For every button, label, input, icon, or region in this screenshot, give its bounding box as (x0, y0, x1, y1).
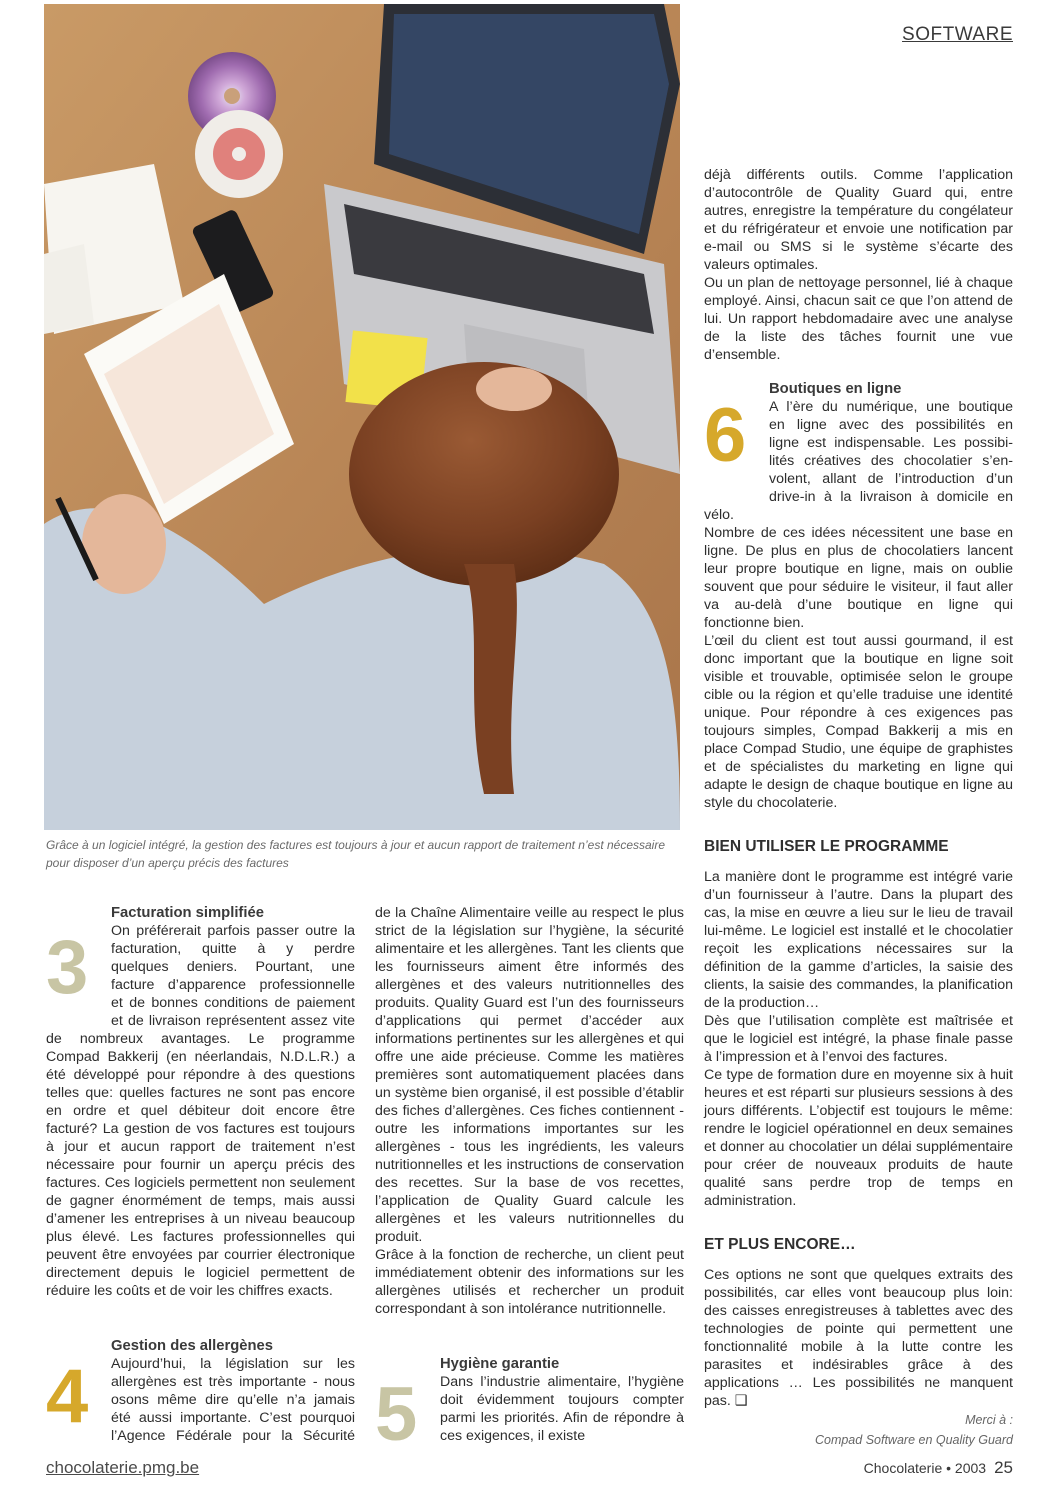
right-column-top (704, 166, 1013, 364)
section-body: de nombreux avantages. Le programme Compad Bakkerij (en néerlandais, N.D.L.R.) a été développé pour répondre à des questions telles que: quelles factures ne sont pas encore en ordre et quel débiteur doit encore être facturé? La gestion de vos factures est toujours à jour et aucun rapport de traitement n’est nécessaire pour fournir un aperçu précis des factures. Ces logiciels permettent non seulement de gagner énormément de temps, mais aussi d’amener les entreprises à un niveau beaucoup plus élevé. Les factures professionnelles qui peuvent être envoyées par courrier électronique directement depuis le logiciel permettent de réduire les coûts et de voir les chiffres exacts. (46, 1031, 355, 1299)
footer-page-info (864, 1458, 1013, 1478)
article-photo (44, 4, 680, 830)
section-4 (46, 1337, 355, 1445)
paragraph: vélo. (704, 507, 734, 523)
section-5 (375, 1355, 684, 1457)
section-tag: SOFTWARE (902, 24, 1013, 45)
end-mark-icon: ❑ (734, 1393, 748, 1409)
section-title: Gestion des allergènes (111, 1338, 274, 1354)
section-6 (704, 380, 1013, 812)
credit: Merci à : Compad Software en Quality Guard (814, 1413, 1013, 1447)
middle-column (375, 904, 684, 1318)
paragraph: Grâce à la fonction de recherche, un client peut immédiatement obtenir des informations sur les allergènes utilisés et rechercher un produit correspondant à son intolérance nutritionnelle. (375, 1247, 684, 1317)
paragraph: Nombre de ces idées nécessitent une base en ligne. De plus en plus de chocolatiers lancent leur propre boutique en ligne, mais on oublie souvent que pour séduire le visiteur, il faut aller va au-delà d’une boutique en ligne qui fonctionne bien. (704, 525, 1013, 631)
section-number: 4 (46, 1354, 89, 1439)
section-number: 6 (704, 393, 747, 478)
section-title: Boutiques en ligne (769, 381, 902, 397)
section-number: 3 (46, 925, 89, 1010)
section-title: Facturation simplifiée (111, 905, 264, 921)
section-3 (46, 904, 355, 1300)
paragraph: L’œil du client est tout aussi gourmand, il est donc important que la boutique en ligne soit visible et trouvable, optimisée selon le groupe cible ou la région et qu’elle traduise une identité unique. Pour répondre à ces exigences pas toujours simples, Compad Bakkerij a mis en place Compad Studio, une équipe de graphistes et de spécialistes du marketing en ligne qui adapte le design de chaque boutique en ligne au style du chocolaterie. (704, 633, 1013, 811)
paragraph: déjà différents outils. Comme l’application d’autocontrôle de Quality Guard qui, entre autres, enregistre la température du congélateur et du réfrigérateur et envoie une notification par e-mail ou SMS si le système s’écarte des valeurs optimales. (704, 167, 1013, 273)
section-bien-utiliser (704, 838, 1013, 1210)
section-title: Hygiène garantie (440, 1356, 560, 1372)
paragraph: Dès que l’utilisation complète est maîtrisée et que le logiciel est intégré, la phase finale passe à l’impression et à l’envoi des factures. (704, 1013, 1013, 1065)
paragraph: de la Chaîne Alimentaire veille au respect le plus strict de la législation sur l’hygiène, la sécurité alimentaire et les allergènes. Tant les clients que les fournisseurs aiment être informés des allergènes et des valeurs nutritionnelles des produits. Quality Guard est l’un des fournisseurs d’applications qui permet d’accéder aux informations pertinentes sur les allergènes et qui offre une aide précieuse. Comme les matières premières sont automatiquement placées dans un système bien organisé, il est possible d’établir des fiches d’allergènes. Ces fiches contiennent - outre les informations importantes sur les allergènes - tous les ingrédients, les valeurs nutritionnelles et les instructions de conservation des recettes. Sur la base de vos recettes, l’application de Quality Guard calcule les allergènes et les valeurs nutritionnelles du produit. (375, 905, 684, 1245)
paragraph: Ces options ne sont que quelques extraits des possibilités, car elles vont beaucoup plus loin: des caisses enregistreuses à tablettes avec des technologies de pointe qui permettent une fonctionnalité mobile à la lutte contre les parasites et indésirables grâce à des applications … Les possibilités ne manquent pas. ❑ (704, 1267, 1013, 1409)
page-number: 25 (994, 1458, 1013, 1477)
section-lead: On préférerait parfois passer outre la facturation, quitte à y perdre quelques deniers. Pourtant, une facture d’apparence professionnelle et de bonnes conditions de paiement et de livraison représentent assez vite (111, 923, 355, 1029)
footer-website-link[interactable]: chocolaterie.pmg.be (46, 1458, 200, 1477)
section-number: 5 (375, 1372, 418, 1457)
paragraph: Ce type de formation dure en moyenne six à huit heures et est réparti sur plusieurs sessions à des jours différents. L’objectif est toujours le même: rendre le logiciel opérationnel en deux semaines et donner au chocolatier un délai supplémentaire pour créer de nouveaux produits de haute qualité sans perdre trop de temps en administration. (704, 1067, 1013, 1209)
section-lead: Dans l’industrie alimentaire, l’hygiène doit évidemment toujours compter parmi les priorités. Afin de répondre à ces exigences, il existe (440, 1374, 684, 1444)
paragraph: La manière dont le programme est intégré varie d’un fournisseur à l’autre. Dans la plupart des cas, la mise en œuvre a lieu sur le lieu de travail lui-même. Le logiciel est installé et le chocolatier reçoit les explications nécessaires sur la définition de la gamme d’articles, la saisie des clients, la saisie des commandes, la planification de la production… (704, 869, 1013, 1011)
magazine-issue: Chocolaterie • 2003 (863, 1460, 987, 1476)
photo-caption: Grâce à un logiciel intégré, la gestion des factures est toujours à jour et aucun rapport de traitement n’est nécessaire pour disposer d’un aperçu précis des factures (46, 838, 666, 870)
section-plus-encore (704, 1236, 1013, 1410)
section-lead: A l’ère du numérique, une boutique en ligne avec des possibilités en ligne est indispensable. Les possibi- lités créatives des chocolatier s’en- volent, allant de l’introduction d’un drive-in à la livraison à domicile en (769, 399, 1013, 505)
section-lead: Aujourd’hui, la législation sur les allergènes est très importante - nous osons même dire qu’elle n’a jamais été aussi importante. C’est pourquoi l’Agence Fédérale pour la Sécurité (111, 1356, 355, 1444)
section-heading: ET PLUS ENCORE… (704, 1236, 856, 1253)
paragraph: Ou un plan de nettoyage personnel, lié à chaque employé. Ainsi, chacun sait ce que l’on attend de lui. Un rapport hebdomadaire avec une analyse de la liste des tâches fournit une vue d’ensemble. (704, 275, 1013, 363)
section-heading: BIEN UTILISER LE PROGRAMME (704, 838, 949, 855)
